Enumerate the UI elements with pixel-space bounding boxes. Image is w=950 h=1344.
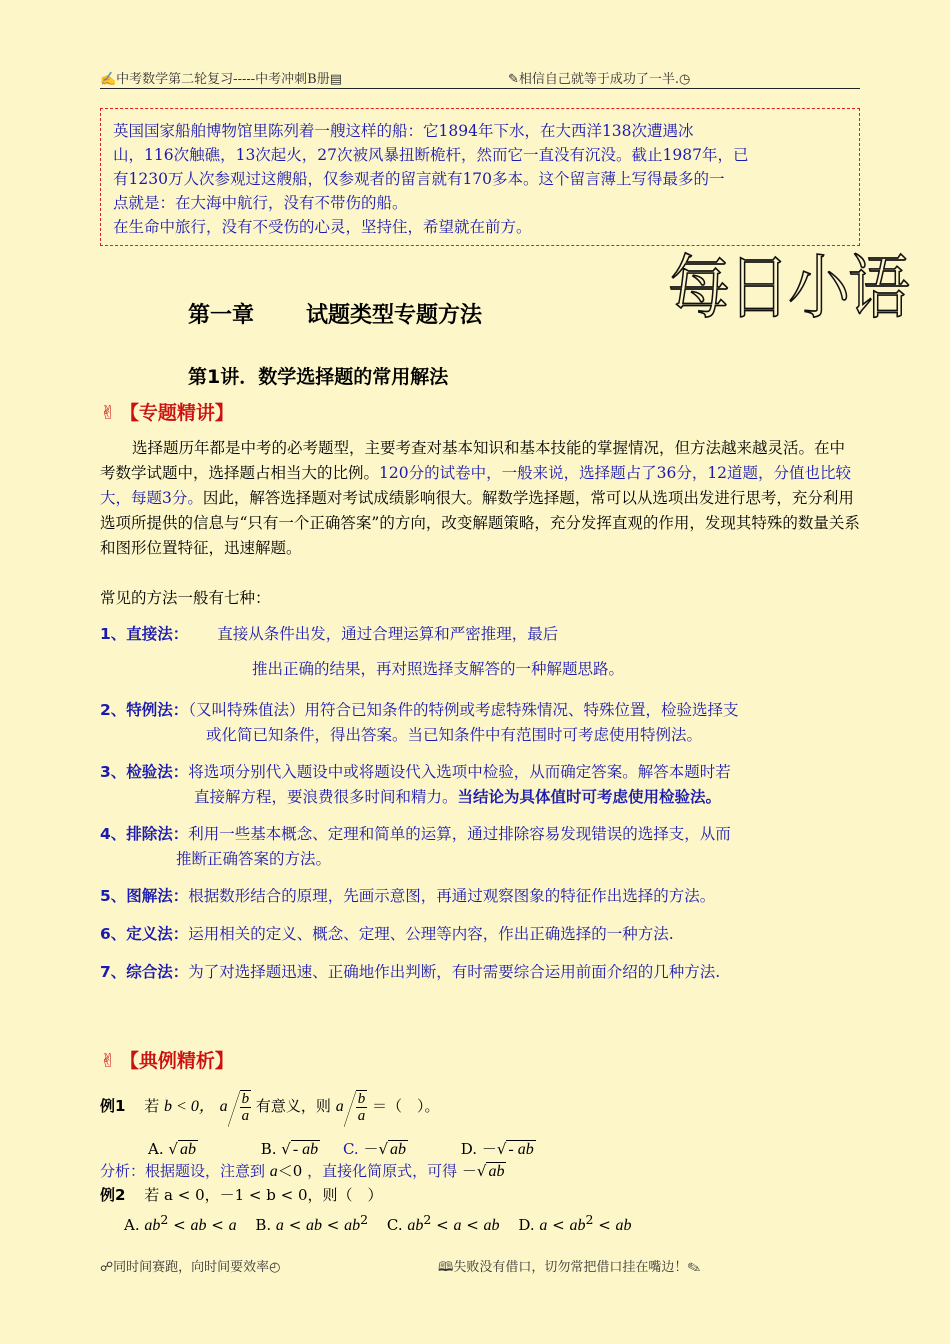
example-2-question <box>100 1184 383 1205</box>
example-1-analysis: 分析：根据题设，注意到 a＜0 ，直接化简原式，可得 －√ ab <box>100 1162 505 1180</box>
example-2-options: A. $ab^2$ < ab < a B. a < ab < $ab^2$ C. $ab^2 < a$ < ab D. $a < ab^2$ < ab <box>124 1212 632 1234</box>
method-text: 利用一些基本概念、定理和简单的运算，通过排除容易发现错误的选择支，从而 <box>188 825 731 843</box>
method-comprehensive <box>100 960 860 985</box>
victory-hand-icon: ✌ <box>100 402 116 424</box>
method-label: 5、图解法： <box>100 887 189 905</box>
example-label: 例2 <box>100 1186 126 1204</box>
condition: a < 0，－1 < b < 0，则（ ） <box>164 1186 383 1204</box>
example-label: 例1 <box>100 1097 126 1115</box>
section-examples <box>100 1046 234 1073</box>
method-text: 为了对选择题迅速、正确地作出判断，有时需要综合运用前面介绍的几种方法. <box>188 963 721 981</box>
option-label: C. <box>386 1216 403 1234</box>
condition: b < 0， <box>164 1098 215 1115</box>
method-label: 1、直接法： <box>100 625 189 643</box>
method-text: 运用相关的定义、概念、定理、公理等内容，作出正确选择的一种方法. <box>188 925 674 943</box>
daily-words-stamp: 每日小语 <box>668 246 909 329</box>
methods-intro: 常见的方法一般有七种： <box>100 589 271 607</box>
intro-text: 选择题历年都是中考的必考题型，主要考查对基本知识和基本技能的掌握情况，但方法越来越灵活。在中考数学试题中，选择题占相当大的比例。 <box>100 439 846 482</box>
section-title: 【专题精讲】 <box>119 402 234 424</box>
analysis-text: ，直接化简原式，可得 <box>307 1162 458 1180</box>
method-special-case <box>100 698 860 748</box>
method-direct <box>100 622 860 682</box>
quote-line: 山，116次触礁，13次起火，27次被风暴扭断桅杆，然而它一直没有沉没。截止1987年，已 <box>113 146 749 164</box>
method-text: 将选项分别代入题设中或将题设代入选项中检验，从而确定答案。解答本题时若 <box>188 763 731 781</box>
intro-highlight: 120分的试卷中，一般来说，选择题占了36分，12道题，分值也比较大，每题3分。 <box>100 464 852 507</box>
quote-line: 英国国家船舶博物馆里陈列着一艘这样的船：它1894年下水，在大西洋138次遭遇冰 <box>113 122 694 140</box>
header-left: ✍中考数学第二轮复习-----中考冲刺B册▤ <box>100 72 342 87</box>
method-text-2: 或化简已知条件，得出答案。当已知条件中有范围时可考虑使用特例法。 <box>206 726 703 744</box>
option-label: D. <box>518 1216 535 1234</box>
daily-quote-box <box>100 108 860 246</box>
method-exclusion <box>100 822 860 872</box>
method-line-2 <box>100 785 860 810</box>
method-text: 直接从条件出发，通过合理运算和严密推理，最后 <box>217 625 559 643</box>
method-text: 根据数形结合的原理，先画示意图，再通过观察图象的特征作出选择的方法。 <box>188 887 716 905</box>
example-text: ＝（ ）。 <box>371 1097 440 1115</box>
option-label: B. <box>255 1216 272 1234</box>
intro-text-rest: 因此，解答选择题对考试成绩影响很大。解数学选择题，常可以从选项出发进行思考，充分利用选项所提供的信息与“只有一个正确答案”的方向，改变解题策略，充分发挥直观的作用，发现其特殊的数量关系和图形位置特征，迅速解题。 <box>100 489 860 557</box>
footer-left: ☍同时间赛跑，向时间要效率◴ <box>100 1260 281 1275</box>
example-1-question <box>100 1090 439 1124</box>
option-label: D. <box>460 1140 478 1158</box>
math-var-a: a <box>335 1098 344 1115</box>
method-label: 6、定义法： <box>100 925 189 943</box>
chapter-title: 试题类型专题方法 <box>306 303 483 328</box>
footer-right: 🕮失败没有借口，切勿常把借口挂在嘴边！✎ <box>438 1260 701 1275</box>
example-text: 有意义，则 <box>255 1097 331 1115</box>
section-topic-explanation <box>100 398 234 425</box>
chapter-label: 第一章 <box>188 303 255 328</box>
method-definition <box>100 922 860 947</box>
radical-b-over-a: $\frac{b}{a}$ <box>241 1091 250 1124</box>
method-text-2: 直接解方程，要浪费很多时间和精力。 <box>194 788 458 806</box>
method-verify <box>100 760 860 810</box>
section-title: 【典例精析】 <box>119 1050 234 1072</box>
example-text: 若 <box>144 1097 160 1115</box>
chapter-heading <box>188 298 482 329</box>
method-label: 3、检验法： <box>100 763 189 781</box>
method-tip: 当结论为具体值时可考虑使用检验法。 <box>457 788 722 806</box>
method-text: （又叫特殊值法）用符合已知条件的特例或考虑特殊情况、特殊位置，检验选择支 <box>188 701 739 719</box>
lecture-title: 第1讲．数学选择题的常用解法 <box>188 366 449 388</box>
option-label: B. <box>260 1140 277 1158</box>
math-var-a: a <box>219 1098 228 1115</box>
intro-paragraph <box>100 436 860 561</box>
quote-line: 在生命中旅行，没有不受伤的心灵，坚持住，希望就在前方。 <box>113 218 532 236</box>
radical-b-over-a: $\frac{b}{a}$ <box>357 1091 366 1124</box>
method-text-2: 推出正确的结果，再对照选择支解答的一种解题思路。 <box>252 660 625 678</box>
victory-hand-icon: ✌ <box>100 1050 116 1072</box>
header-divider <box>100 88 860 89</box>
quote-line: 有1230万人次参观过这艘船，仅参观者的留言就有170多本。这个留言薄上写得最多的一 <box>113 170 725 188</box>
header-right: ✎相信自己就等于成功了一半.◷ <box>508 72 691 87</box>
example-text: 若 <box>144 1186 160 1204</box>
quote-line: 点就是：在大海中航行，没有不带伤的船。 <box>113 194 408 212</box>
example-1-options: A. √ ab B. √ - ab C. －√ ab D. －√ - ab <box>148 1140 534 1158</box>
analysis-text: 分析：根据题设，注意到 <box>100 1162 266 1180</box>
method-label: 2、特例法： <box>100 701 189 719</box>
option-label: C. <box>342 1140 359 1158</box>
method-graphical <box>100 884 860 909</box>
method-label: 7、综合法： <box>100 963 189 981</box>
option-label: A. <box>124 1216 140 1234</box>
option-label: A. <box>148 1140 164 1158</box>
method-text-2: 推断正确答案的方法。 <box>176 850 332 868</box>
method-label: 4、排除法： <box>100 825 189 843</box>
